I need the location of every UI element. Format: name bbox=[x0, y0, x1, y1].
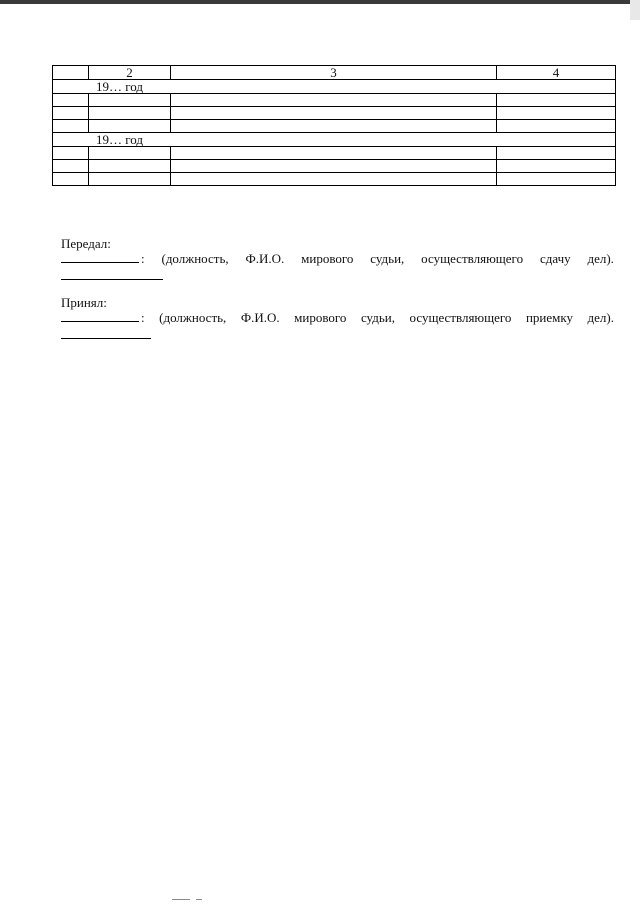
line-word: приемку bbox=[525, 310, 574, 325]
line-word: мирового bbox=[301, 251, 354, 266]
handed-over-line: : (должность, Ф.И.О. мирового судьи, осуществляющего сдачу дел). bbox=[61, 251, 614, 267]
line-word: мирового bbox=[294, 310, 347, 325]
signature-blank-continuation bbox=[61, 337, 151, 339]
line-word: Ф.И.О. bbox=[245, 251, 285, 266]
table-row bbox=[53, 147, 616, 160]
handed-over-label: Передал: bbox=[61, 236, 111, 251]
year-row bbox=[53, 133, 616, 147]
table-row bbox=[53, 94, 616, 107]
header-cell-4: 4 bbox=[497, 66, 616, 80]
line-word: (должность, bbox=[161, 251, 229, 266]
line-word: (должность, bbox=[159, 310, 227, 325]
scan-artifact bbox=[196, 899, 202, 900]
line-word: Ф.И.О. bbox=[240, 310, 280, 325]
line-word: сдачу bbox=[539, 251, 571, 266]
records-table bbox=[52, 65, 616, 186]
received-line: : (должность, Ф.И.О. мирового судьи, осуществляющего приемку дел). bbox=[61, 310, 614, 326]
header-cell-3: 3 bbox=[171, 66, 497, 80]
year-row bbox=[53, 80, 616, 94]
signature-blank bbox=[61, 320, 139, 322]
signature-blank-continuation bbox=[61, 278, 163, 280]
scan-artifact bbox=[172, 899, 190, 900]
table-header-row bbox=[53, 66, 616, 80]
year-label: 19… год bbox=[53, 133, 616, 147]
scan-corner bbox=[630, 0, 640, 20]
line-word: судьи, bbox=[360, 310, 395, 325]
line-word: судьи, bbox=[370, 251, 405, 266]
table-row bbox=[53, 107, 616, 120]
line-word: дел). bbox=[587, 310, 614, 325]
table-row bbox=[53, 173, 616, 186]
scan-top-edge bbox=[0, 0, 640, 4]
header-cell-1 bbox=[53, 66, 89, 80]
line-word: осуществляющего bbox=[409, 310, 512, 325]
line-word: осуществляющего bbox=[421, 251, 524, 266]
year-label: 19… год bbox=[53, 80, 616, 94]
table-row bbox=[53, 160, 616, 173]
received-label: Принял: bbox=[61, 295, 107, 310]
signature-blank bbox=[61, 261, 139, 263]
line-word: дел). bbox=[587, 251, 614, 266]
header-cell-2: 2 bbox=[89, 66, 171, 80]
table-row bbox=[53, 120, 616, 133]
